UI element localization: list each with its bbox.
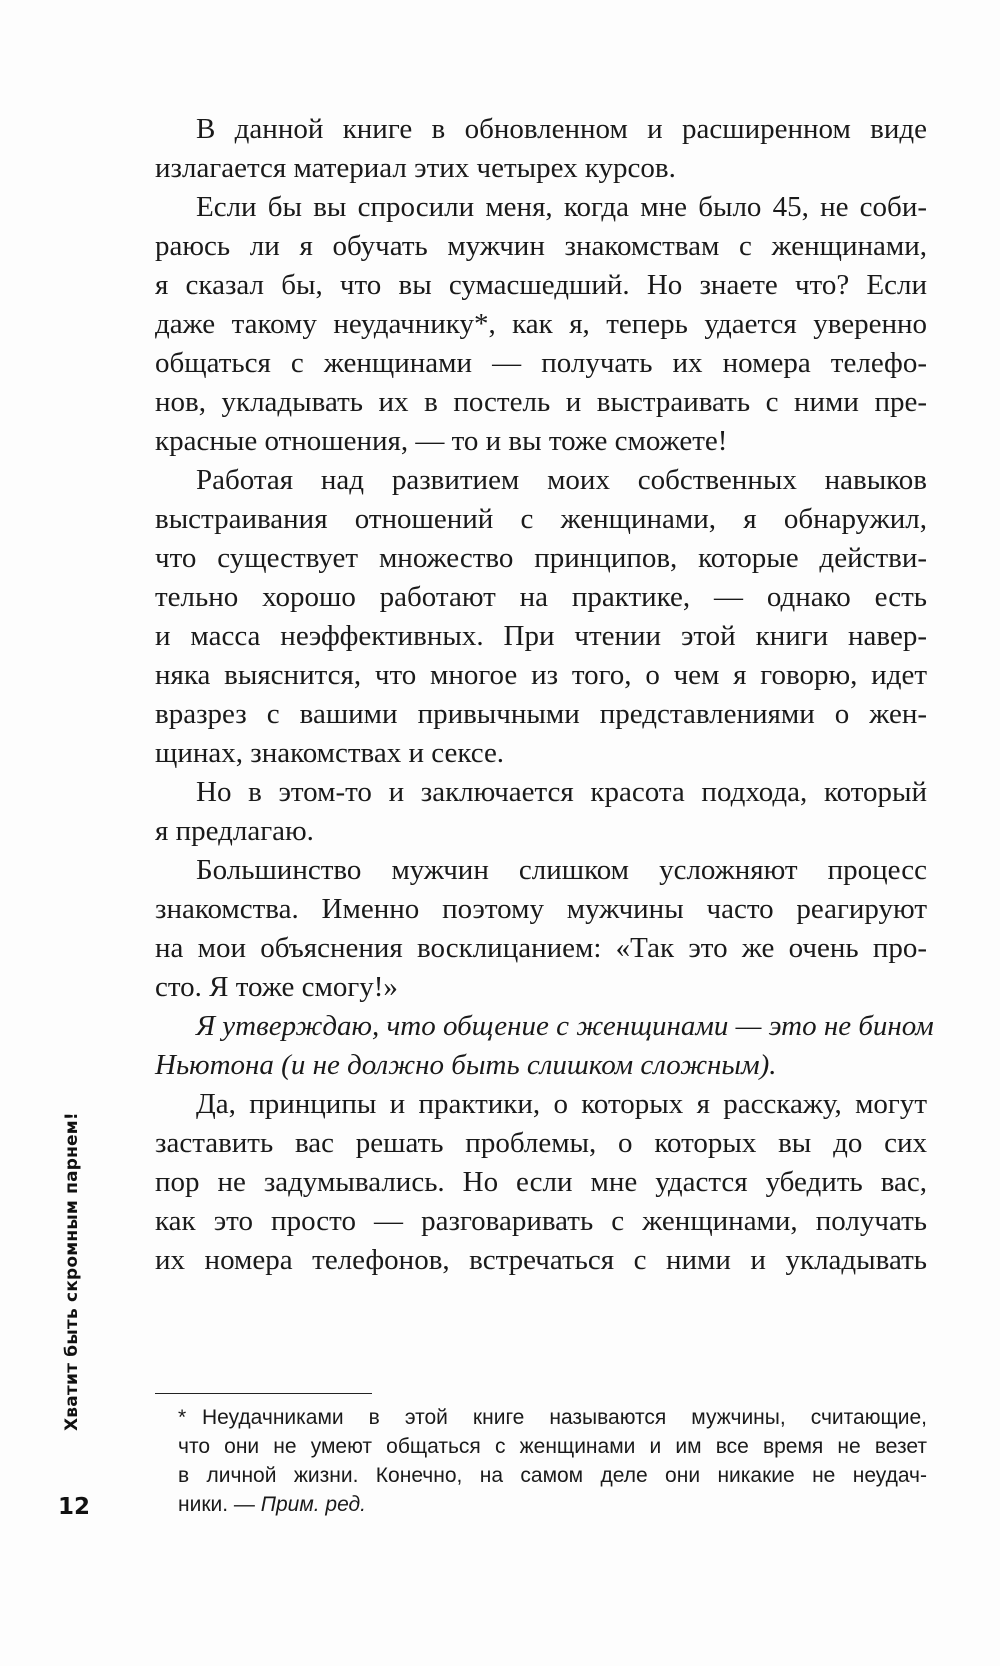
text-line: их номера телефонов, встречаться с ними и укладывать [155,1244,927,1276]
text-line: излагается материал этих четырех курсов. [155,152,676,184]
text-line: выстраивания отношений с женщинами, я обнаружил, [155,503,927,535]
footnote-line: в личной жизни. Конечно, на самом деле они никакие не неудач- [178,1464,927,1487]
footnote-line: Неудачниками в этой книге называются мужчины, считающие, [202,1406,927,1429]
text-line: Я утверждаю, что общение с женщинами — это не бином [196,1010,934,1042]
text-line: щинах, знакомствах и сексе. [155,737,505,769]
text-line: Если бы вы спросили меня, когда мне было 45, не соби- [196,191,927,223]
text-line: тельно хорошо работают на практике, — однако есть [155,581,927,613]
text-line: Большинство мужчин слишком усложняют процесс [196,854,927,886]
footnote-last-text: ники. — [178,1493,261,1516]
text-line: что существует множество принципов, которые действи- [155,542,927,574]
text-line: пор не задумывались. Но если мне удастся убедить вас, [155,1166,927,1198]
text-line: Ньютона (и не должно быть слишком сложным). [155,1049,777,1081]
text-line: я предлагаю. [155,815,314,847]
editor-note: Прим. ред. [260,1493,366,1516]
text-line: няка выяснится, что многое из того, о чем я говорю, идет [155,659,927,691]
footnote-last-line [178,1490,927,1519]
text-line: красные отношения, — то и вы тоже сможете! [155,425,728,457]
main-text [155,110,934,1280]
text-line: на мои объяснения восклицанием: «Так это же очень про- [155,932,927,964]
text-line: нов, укладывать их в постель и выстраивать с ними пре- [155,386,927,418]
text-line: раюсь ли я обучать мужчин знакомствам с женщинами, [155,230,927,262]
text-line: заставить вас решать проблемы, о которых вы до сих [155,1127,927,1159]
text-line: общаться с женщинами — получать их номера телефо- [155,347,927,379]
text-line: даже такому неудачнику*, как я, теперь удается уверенно [155,308,927,340]
text-line: Но в этом-то и заключается красота подхода, который [196,776,927,808]
page-number: 12 [58,1494,91,1520]
text-line: В данной книге в обновленном и расширенном виде [196,113,927,145]
footnote-line: что они не умеют общаться с женщинами и им все время не везет [178,1435,927,1458]
text-line: и масса неэффективных. При чтении этой книги навер- [155,620,927,652]
running-head: Хватит быть скромным парнем! [62,1112,82,1431]
text-line: Работая над развитием моих собственных навыков [196,464,927,496]
footnote-divider [155,1393,372,1394]
footnote [178,1403,927,1519]
text-line: Да, принципы и практики, о которых я расскажу, могут [196,1088,927,1120]
text-line: сто. Я тоже смогу!» [155,971,398,1003]
text-line: вразрез с вашими привычными представлениями о жен- [155,698,927,730]
text-line: как это просто — разговаривать с женщинами, получать [155,1205,927,1237]
text-line: знакомства. Именно поэтому мужчины часто реагируют [155,893,927,925]
footnote-marker: * [178,1406,187,1429]
text-line: я сказал бы, что вы сумасшедший. Но знаете что? Если [155,269,927,301]
